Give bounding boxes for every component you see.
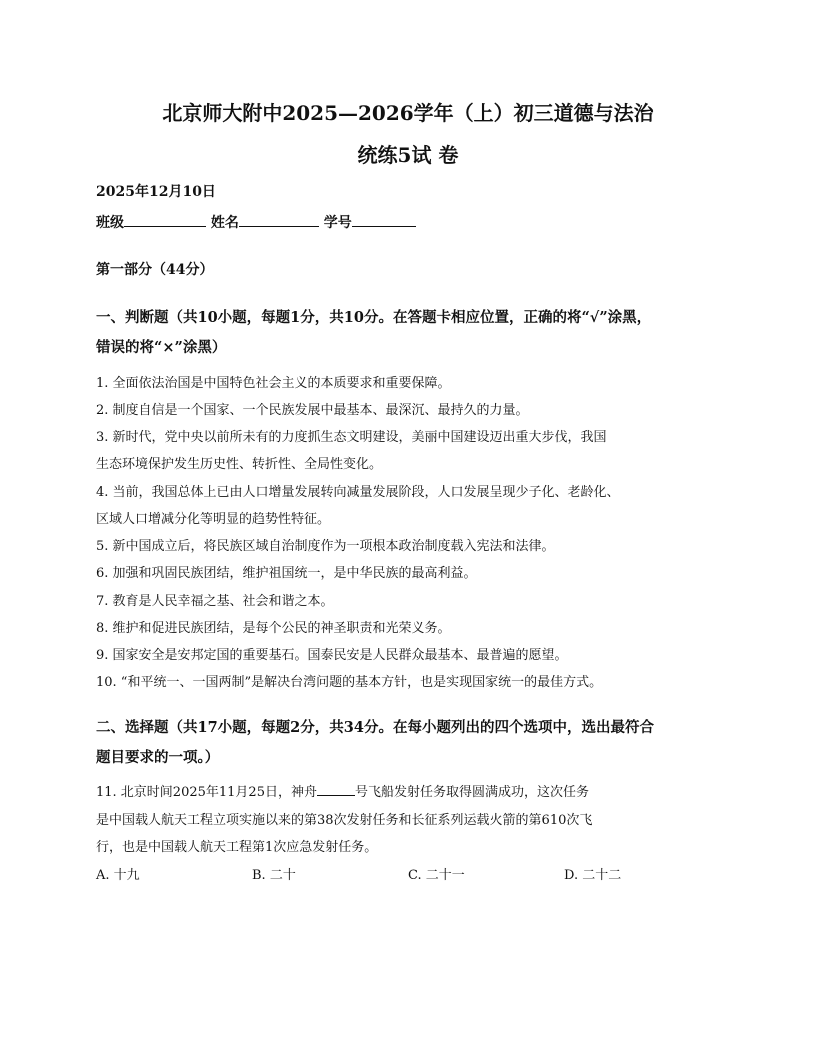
question-11-blank[interactable] <box>317 783 355 796</box>
question-11-text-pre: 11. 北京时间2025年11月25日，神舟 <box>96 785 317 800</box>
list-item: 5. 新中国成立后，将民族区域自治制度作为一项根本政治制度载入宪法和法律。 <box>96 539 555 554</box>
student-info-row <box>96 212 416 232</box>
question-11-line2: 是中国载人航天工程立项实施以来的第38次发射任务和长征系列运载火箭的第610次飞 <box>96 813 593 828</box>
exam-title-line1: 北京师大附中2025—2026学年（上）初三道德与法治 <box>162 101 654 125</box>
name-label: 姓名 <box>210 215 239 231</box>
exam-date: 2025年12月10日 <box>96 184 216 200</box>
class-blank[interactable] <box>124 214 206 227</box>
section2-heading-line2: 题目要求的一项。） <box>96 749 220 766</box>
list-item: 4. 当前，我国总体上已由人口增量发展转向减量发展阶段，人口发展呈现少子化、老龄化、 <box>96 485 620 500</box>
list-item: 8. 维护和促进民族团结，是每个公民的神圣职责和光荣义务。 <box>96 621 451 636</box>
list-item-continued: 生态环境保护发生历史性、转折性、全局性变化。 <box>96 457 383 472</box>
question-11-line1 <box>96 781 589 800</box>
list-item: 2. 制度自信是一个国家、一个民族发展中最基本、最深沉、最持久的力量。 <box>96 403 529 418</box>
part1-heading: 第一部分（44分） <box>96 262 214 278</box>
list-item: 9. 国家安全是安邦定国的重要基石。国泰民安是人民群众最基本、最普遍的愿望。 <box>96 648 568 663</box>
section1-heading-line1: 一、判断题（共10小题，每题1分，共10分。在答题卡相应位置，正确的将“√”涂黑， <box>96 309 652 326</box>
name-blank[interactable] <box>239 214 319 227</box>
option-a[interactable]: A. 十九 <box>96 868 140 883</box>
list-item: 6. 加强和巩固民族团结，维护祖国统一，是中华民族的最高利益。 <box>96 566 477 581</box>
list-item-continued: 区域人口增减分化等明显的趋势性特征。 <box>96 512 331 527</box>
id-blank[interactable] <box>352 214 416 227</box>
exam-title-line2: 统练5试 卷 <box>357 143 459 167</box>
id-label: 学号 <box>323 215 352 231</box>
option-d[interactable]: D. 二十二 <box>564 868 622 883</box>
section2-heading-line1: 二、选择题（共17小题，每题2分，共34分。在每小题列出的四个选项中，选出最符合 <box>96 719 654 736</box>
option-c[interactable]: C. 二十一 <box>408 868 465 883</box>
class-label: 班级 <box>96 215 124 231</box>
question-11-line3: 行，也是中国载人航天工程第1次应急发射任务。 <box>96 840 378 855</box>
section1-heading-line2: 错误的将“×”涂黑） <box>96 339 227 356</box>
option-b[interactable]: B. 二十 <box>252 868 296 883</box>
question-11-text-post: 号飞船发射任务取得圆满成功，这次任务 <box>354 785 589 800</box>
list-item: 7. 教育是人民幸福之基、社会和谐之本。 <box>96 594 334 609</box>
list-item: 10. “和平统一、一国两制”是解决台湾问题的基本方针，也是实现国家统一的最佳方式。 <box>96 675 603 690</box>
list-item: 3. 新时代，党中央以前所未有的力度抓生态文明建设，美丽中国建设迈出重大步伐，我国 <box>96 430 607 445</box>
list-item: 1. 全面依法治国是中国特色社会主义的本质要求和重要保障。 <box>96 376 451 391</box>
